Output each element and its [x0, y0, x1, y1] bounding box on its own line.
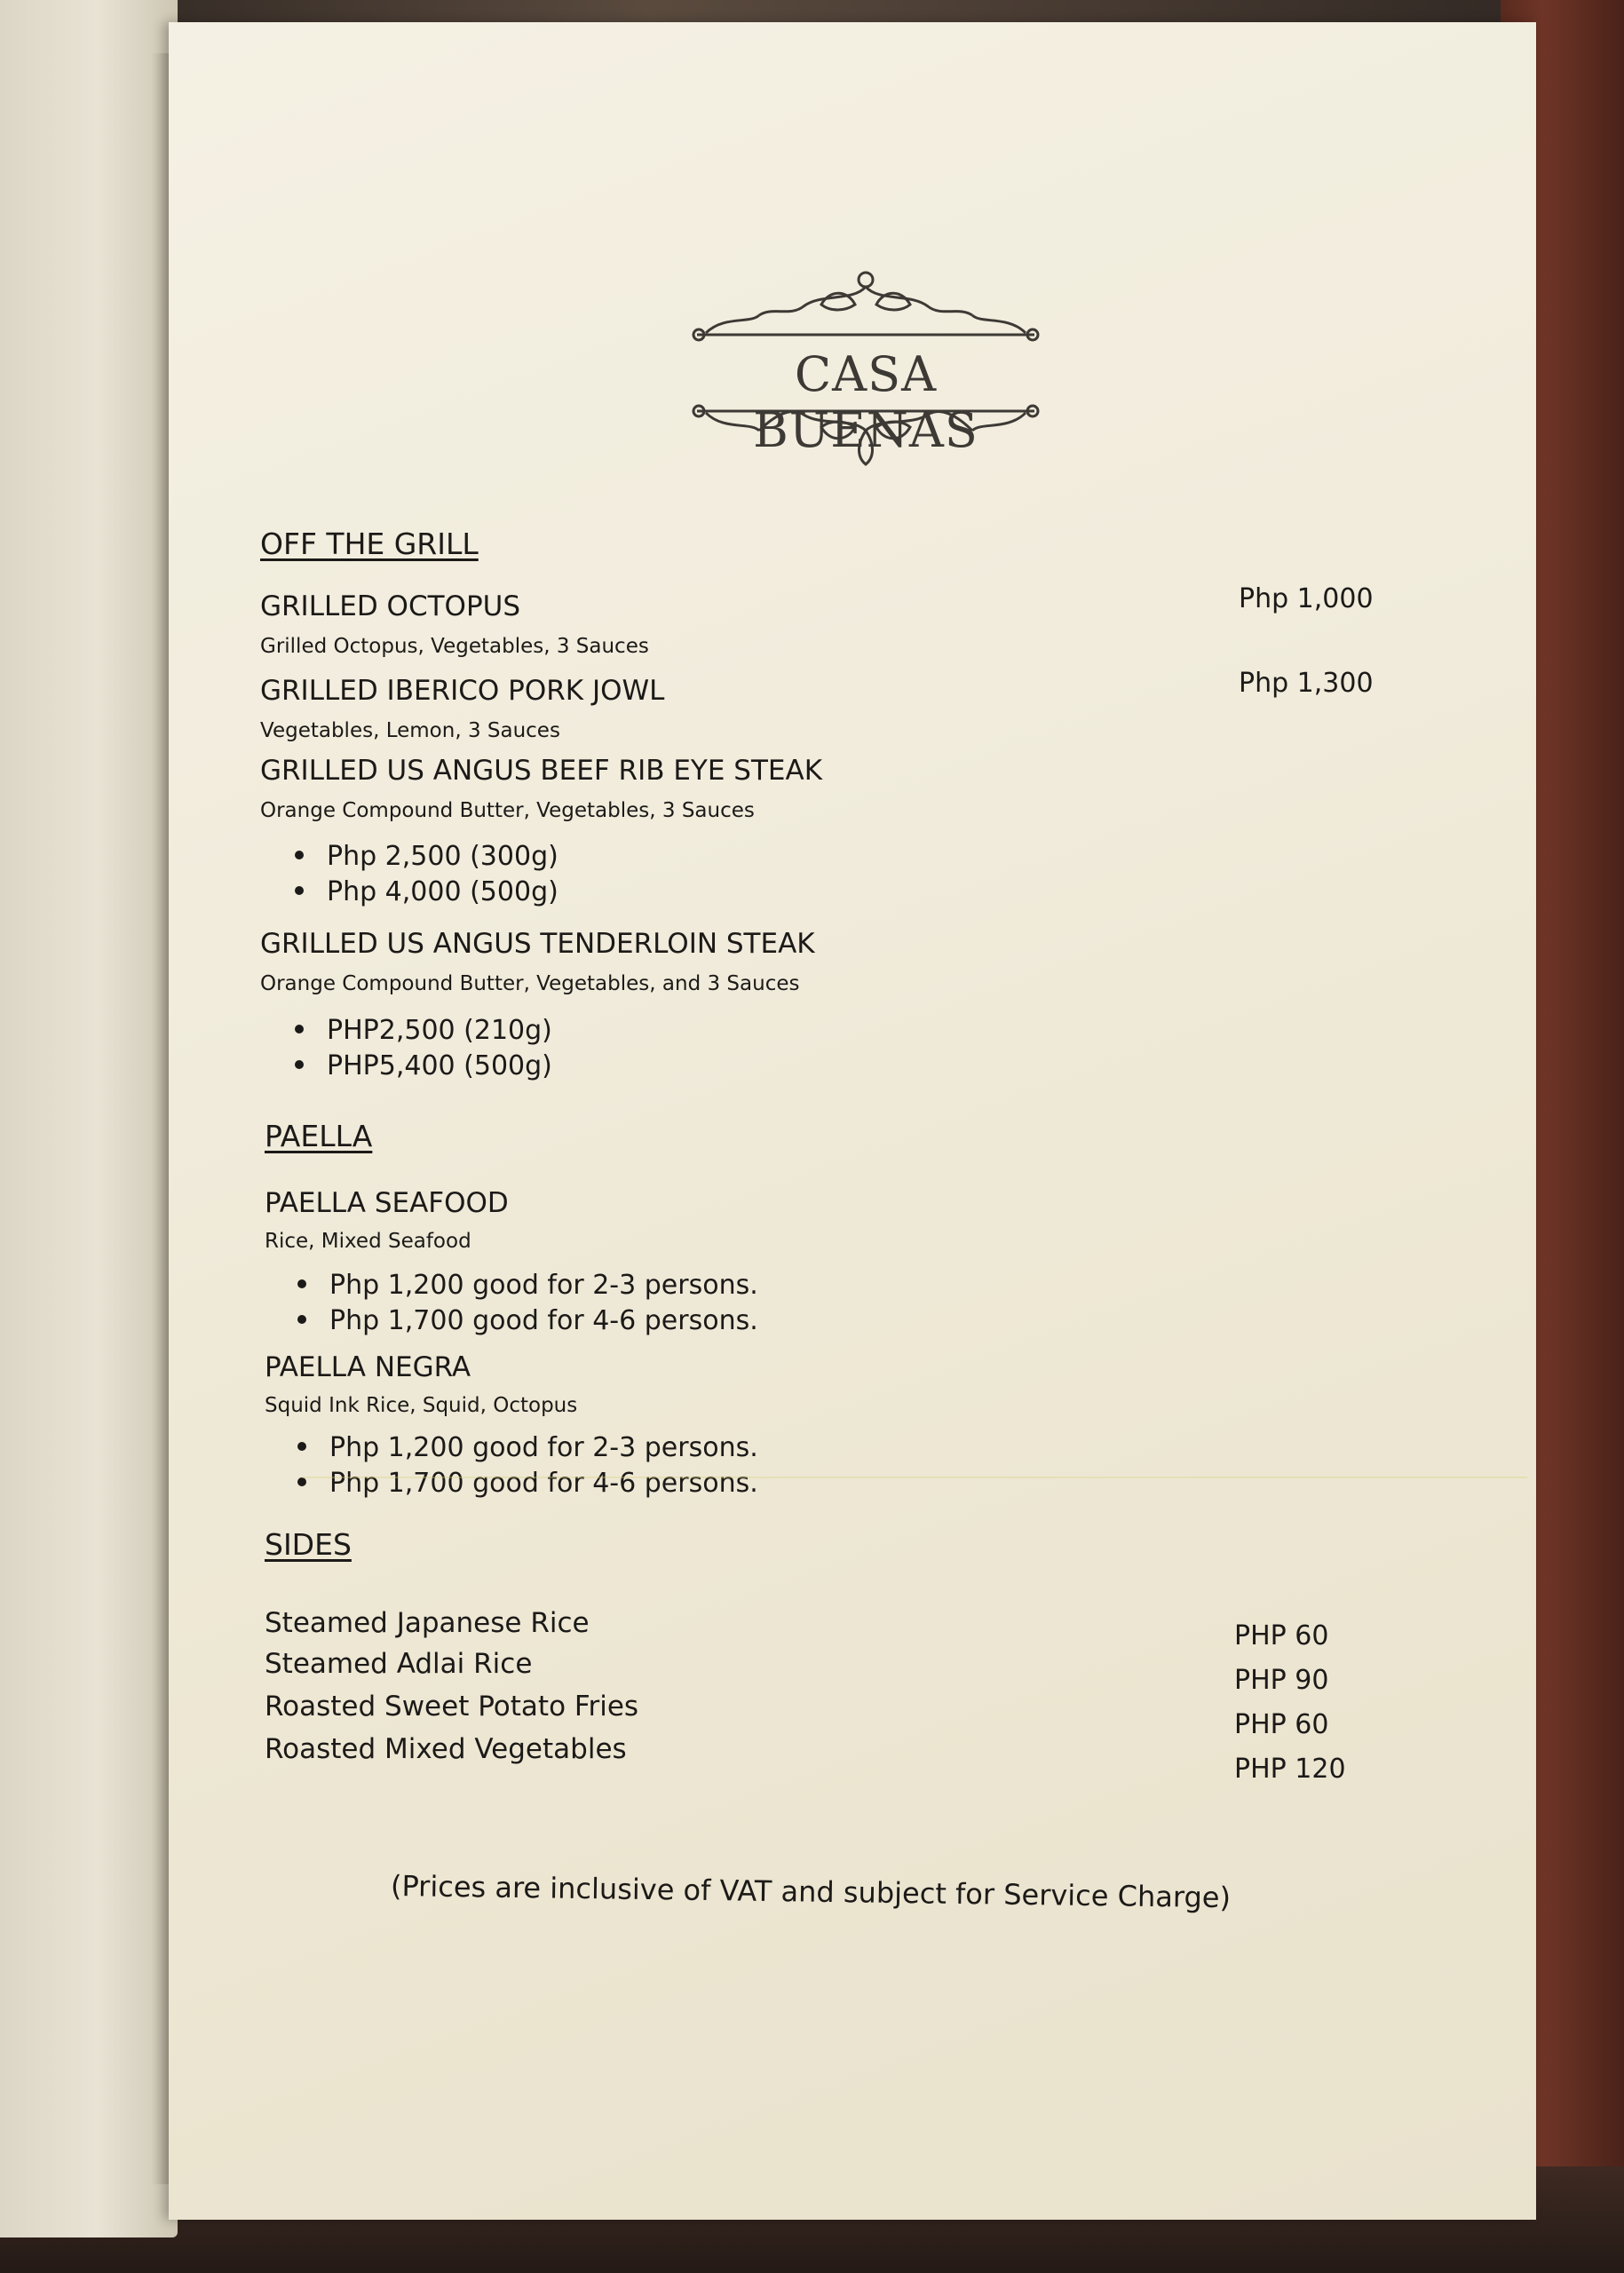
option-tenderloin-500g	[295, 1050, 552, 1081]
paper-fold	[302, 1477, 1527, 1478]
item-price-grilled-octopus: Php 1,000	[1239, 583, 1374, 614]
bullet-icon	[297, 1477, 306, 1486]
restaurant-name: CASA BUENAS	[753, 346, 978, 458]
item-price-iberico-pork-jowl: Php 1,300	[1239, 668, 1374, 699]
option-label: Php 1,700 good for 4-6 persons.	[329, 1305, 758, 1336]
side-price-japanese-rice: PHP 60	[1234, 1620, 1329, 1651]
item-desc-grilled-octopus: Grilled Octopus, Vegetables, 3 Sauces	[260, 635, 649, 658]
option-label: Php 1,200 good for 2-3 persons.	[329, 1432, 758, 1463]
option-paella-seafood-small	[297, 1270, 758, 1301]
bullet-icon	[295, 886, 304, 895]
option-paella-negra-large	[297, 1468, 758, 1499]
option-tenderloin-210g	[295, 1015, 552, 1046]
option-label: PHP2,500 (210g)	[327, 1015, 552, 1046]
bullet-icon	[297, 1279, 306, 1288]
bullet-icon	[297, 1315, 306, 1324]
option-paella-seafood-large	[297, 1305, 758, 1336]
option-label: Php 1,200 good for 2-3 persons.	[329, 1270, 758, 1301]
section-title-grill: OFF THE GRILL	[260, 527, 479, 561]
side-name-sweet-potato-fries: Roasted Sweet Potato Fries	[265, 1691, 639, 1723]
section-title-sides: SIDES	[265, 1527, 352, 1562]
option-rib-eye-300g	[295, 841, 558, 872]
vat-footnote: (Prices are inclusive of VAT and subject for Service Charge)	[390, 1869, 1232, 1915]
option-paella-negra-small	[297, 1432, 758, 1463]
item-desc-iberico-pork-jowl: Vegetables, Lemon, 3 Sauces	[260, 719, 560, 742]
item-name-iberico-pork-jowl: GRILLED IBERICO PORK JOWL	[260, 675, 665, 707]
bullet-icon	[295, 1025, 304, 1034]
item-name-rib-eye-steak: GRILLED US ANGUS BEEF RIB EYE STEAK	[260, 755, 823, 787]
item-name-paella-seafood: PAELLA SEAFOOD	[265, 1187, 509, 1219]
side-name-japanese-rice: Steamed Japanese Rice	[265, 1607, 590, 1639]
side-price-sweet-potato-fries: PHP 60	[1234, 1709, 1329, 1740]
side-name-mixed-vegetables: Roasted Mixed Vegetables	[265, 1733, 627, 1765]
bullet-icon	[297, 1442, 306, 1451]
option-label: Php 4,000 (500g)	[327, 876, 558, 907]
side-price-mixed-vegetables: PHP 120	[1234, 1754, 1346, 1785]
option-label: Php 1,700 good for 4-6 persons.	[329, 1468, 758, 1499]
option-rib-eye-500g	[295, 876, 558, 907]
bullet-icon	[295, 851, 304, 859]
item-desc-paella-negra: Squid Ink Rice, Squid, Octopus	[265, 1394, 578, 1417]
item-name-grilled-octopus: GRILLED OCTOPUS	[260, 590, 521, 622]
restaurant-logo	[688, 253, 1043, 493]
item-name-tenderloin-steak: GRILLED US ANGUS TENDERLOIN STEAK	[260, 928, 815, 960]
item-desc-tenderloin-steak: Orange Compound Butter, Vegetables, and 3 Sauces	[260, 972, 800, 995]
item-name-paella-negra: PAELLA NEGRA	[265, 1351, 471, 1383]
section-title-paella: PAELLA	[265, 1119, 373, 1153]
option-label: PHP5,400 (500g)	[327, 1050, 552, 1081]
item-desc-paella-seafood: Rice, Mixed Seafood	[265, 1230, 471, 1253]
menu-page	[169, 22, 1536, 2220]
option-label: Php 2,500 (300g)	[327, 841, 558, 872]
side-price-adlai-rice: PHP 90	[1234, 1665, 1329, 1696]
side-name-adlai-rice: Steamed Adlai Rice	[265, 1648, 533, 1680]
bullet-icon	[295, 1060, 304, 1069]
item-desc-rib-eye-steak: Orange Compound Butter, Vegetables, 3 Sauces	[260, 799, 755, 822]
